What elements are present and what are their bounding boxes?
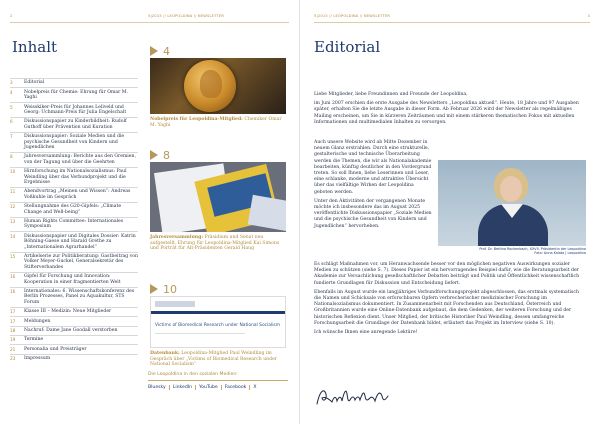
toc-item[interactable] <box>10 202 138 217</box>
caption-lead: Jahresversammlung: <box>150 235 204 240</box>
toc-item[interactable] <box>10 316 138 325</box>
feature-marker <box>150 282 286 296</box>
right-page <box>300 0 600 424</box>
toc-text: Hirnforschung im Nationalsozialismus: Paul Weindling über das Verbundprojekt und die Ergebnisse <box>24 169 127 185</box>
feature-caption <box>150 351 286 368</box>
toc-page: 17 <box>10 318 16 324</box>
toc-text: Diskussionspapier und Digitales Dossier: Katrin Böhning-Gaese und Harald Grethe zu „Internationalem Agrarhandel“ <box>24 233 136 250</box>
toc-item[interactable] <box>10 231 138 251</box>
toc-text: Gipfel für Forschung und Innovation: Kooperation in einer fragmentierten Welt <box>24 274 121 285</box>
toc-text: Nachruf: Dame Jane Goodall verstorben <box>24 327 118 333</box>
toc-page: 15 <box>10 253 16 259</box>
caption-lead: Datenbank: <box>150 351 180 356</box>
social-link-youtube[interactable]: YouTube <box>196 385 222 390</box>
toc-page: 6 <box>10 119 13 125</box>
social-label: Die Leopoldina in den sozialen Medien: <box>148 372 238 377</box>
column-paragraph: Unter den Aktivitäten der vergangenen Monate möchte ich insbesondere das im August 2025 veröffentlichte Diskussionspapier „Soziale Medien und die psychische Gesundheit von Kindern und Jugendlichen“ hervorheben. <box>314 198 432 229</box>
toc-item[interactable] <box>10 132 138 152</box>
website-rule <box>155 333 245 334</box>
feature-datenbank[interactable] <box>150 282 286 368</box>
toc-item[interactable] <box>10 167 138 187</box>
toc-item[interactable] <box>10 344 138 353</box>
page-title: Editorial <box>314 38 381 56</box>
toc-page: 10 <box>10 169 16 175</box>
social-links <box>148 380 288 390</box>
toc-text: Weisskiker-Preis für Johannes Leliveld und Georg: Uchmann-Preis für Julia Engelschalt <box>24 104 127 115</box>
toc-item[interactable] <box>10 217 138 232</box>
toc-item[interactable] <box>10 326 138 335</box>
toc-page: 5 <box>10 104 13 110</box>
website-title: Victims of Biomedical Research under National Socialism <box>155 323 280 328</box>
toc-item[interactable] <box>10 287 138 307</box>
toc-text: Nobelpreis für Chemie: Ehrung für Omar M. Yaghi <box>24 89 128 101</box>
social-link-linkedin[interactable]: LinkedIn <box>170 385 196 390</box>
toc-text: Stellungnahme des G20-Gipfels: „Climate Change and Well-being“ <box>24 204 122 215</box>
toc-text: Jahresversammlung: Berichte aus den Gremien, von der Tagung und über die Geehrten <box>24 154 136 165</box>
toc-page: 21 <box>10 346 16 352</box>
document-shape <box>248 195 286 231</box>
nobel-medal-image <box>150 58 286 114</box>
social-media-box <box>148 372 288 390</box>
caption-lead: Nobelpreis für Leopoldina-Mitglied: <box>150 117 243 122</box>
toc-text: Personalia und Preisträger <box>24 346 87 352</box>
toc-page: 3 <box>10 80 13 86</box>
toc-page: 12 <box>10 204 16 210</box>
body-paragraph: Es schlägt Maßnahmen vor, um Heranwachsende besser vor den möglichen negativen Auswirkungen sozialer Medien zu schützen (siehe S. 7). Dieses Papier ist ein hervorragendes Beispiel dafür, wie die Beratungsarbeit der Akademie zur Versachlichung gesellschaftlicher Debatten beiträgt und Politik und Öffentlichkeit wissenschaftlich fundierte Grundlagen für Diskussion und Entscheidung liefert. <box>314 262 580 286</box>
portrait-photo <box>438 160 586 246</box>
page-number: 2 <box>10 14 13 18</box>
toc-text: Human Rights Committee: Internationales Symposium <box>24 218 124 230</box>
editorial-intro <box>314 92 586 129</box>
toc-item[interactable] <box>10 117 138 132</box>
social-link-bluesky[interactable]: Bluesky <box>148 385 170 390</box>
toc-item[interactable] <box>10 187 138 202</box>
social-link-x[interactable]: X <box>253 385 257 390</box>
toc-page: 8 <box>10 154 13 160</box>
toc-page: 14 <box>10 233 16 239</box>
toc-text: Diskussionspapier zu Kinderbildheit: Rudolf Guthoff über Prävention und Kuration <box>24 119 127 130</box>
portrait-caption <box>470 247 586 255</box>
page-title: Inhalt <box>12 38 58 56</box>
toc-page: 13 <box>10 218 16 224</box>
feature-page-number: 8 <box>163 148 170 162</box>
photo-credit: Foto: Anna Kolata | Leopoldina <box>534 251 586 255</box>
toc-page: 11 <box>10 189 16 195</box>
triangle-icon <box>150 150 158 160</box>
toc-text: Editorial <box>24 80 45 86</box>
feature-jahresversammlung[interactable] <box>150 148 286 252</box>
portrait-caption-text: Prof. Dr. Bettina Rockenbach, XXVII. Präsidentin der Leopoldina <box>479 247 586 251</box>
toc-item[interactable] <box>10 102 138 117</box>
database-website-image <box>150 296 286 348</box>
toc-page: 18 <box>10 327 16 333</box>
body-paragraph: Ebenfalls im August wurde ein langjähriges Verbundforschungsprojekt abgeschlossen, das erstmals systematisch die Namen und Schicksale von erforschbaren Opfern verbrecherischer medizinischer Forschung im Nationalsozialismus dokumentiert. In Zusammenarbeit mit Forschenden aus Deutschland, Österreich und Großbritannien wurde eine Online-Datenbank aufgebaut, die dem Gedenken, der weiteren Forschung und der historischen Reflexion dient. Unser Mitglied, der britische Historiker Paul Weindling, dessen umfangreiche Forschungsarbeit die Grundlage der Datenbank bildet, erläutert das Projekt im Interview (siehe S. 10). <box>314 289 579 326</box>
toc-text: Internationales: 6. Wissenschaftskonferenz des Berlin Prozesses, Panel zu Aquakultur, STS Forum <box>24 288 135 305</box>
toc-text: Abendvortrag „Meinen und Wissen“: Andreas Voßkuhle im Gespräch <box>24 189 131 200</box>
toc-item[interactable] <box>10 152 138 167</box>
toc-page: 4 <box>10 89 13 95</box>
toc-page: 17 <box>10 309 16 315</box>
documents-image <box>150 162 286 232</box>
feature-nobel[interactable] <box>150 44 286 128</box>
salutation: Liebe Mitglieder, liebe Freundinnen und Freunde der Leopoldina, <box>314 92 468 97</box>
toc-page: 23 <box>10 356 16 362</box>
column-paragraph: Auch unsere Website wird ab Mitte Dezember in neuem Glanz erstrahlen. Durch eine strukturelle, gestalterische und technische Überarbeitung werden die Themen, die wir als Nationalakademie bearbeiten, künftig deutlicher in den Vordergrund treten. So soll Ihnen, liebe Leserinnen und Leser, eine schlanke, moderne und attraktive Übersicht über das vielfältige Wirken der Leopoldina geboten werden. <box>314 140 432 195</box>
toc-text: Meldungen <box>24 318 51 324</box>
feature-caption <box>150 117 286 128</box>
toc-item[interactable] <box>10 307 138 316</box>
editorial-column <box>314 140 432 233</box>
toc-text: Klasse III – Medizin: Neue Mitglieder <box>24 309 112 315</box>
medal-portrait <box>200 70 222 98</box>
header-rule <box>10 22 289 23</box>
running-title: 5|2015 // LEOPOLDINA // NEWSLETTER <box>148 14 225 18</box>
triangle-icon <box>150 284 158 294</box>
toc-page: 19 <box>10 337 16 343</box>
social-link-facebook[interactable]: Facebook <box>222 385 251 390</box>
triangle-icon <box>150 46 158 56</box>
table-of-contents <box>10 78 138 363</box>
caption-text: Chemiker Omar M. Yaghi <box>150 117 282 128</box>
running-title: 5|2015 // LEOPOLDINA // NEWSLETTER <box>314 14 391 18</box>
toc-text: Diskussionspapier: Soziale Medien und die psychische Gesundheit von Kindern und Jugendlichen <box>24 134 125 150</box>
toc-item[interactable] <box>10 252 138 272</box>
feature-marker <box>150 44 286 58</box>
portrait-face <box>500 176 522 202</box>
website-logo <box>155 301 195 307</box>
toc-text: Termine <box>24 337 44 343</box>
toc-item[interactable] <box>10 354 138 363</box>
toc-item[interactable] <box>10 272 138 287</box>
caption-text: Leopoldina-Mitglied Paul Weindling im Gespräch über „Victims of Biomedical Research under National Socialism“ <box>150 351 277 368</box>
feature-page-number: 10 <box>163 282 177 296</box>
toc-text: Impressum <box>24 356 51 362</box>
feature-caption <box>150 235 286 252</box>
toc-item[interactable] <box>10 335 138 344</box>
page-number: 3 <box>587 14 590 18</box>
toc-item[interactable] <box>10 87 138 102</box>
closing-line: Ich wünsche Ihnen eine anregende Lektüre! <box>314 330 418 336</box>
feature-marker <box>150 148 286 162</box>
website-navbar <box>151 311 285 314</box>
toc-page: 16 <box>10 274 16 280</box>
signature-icon <box>314 384 404 410</box>
editorial-body <box>314 262 586 339</box>
caption-text: Präsidium und Senat neu aufgestellt, Ehrung für Leopoldina-Mitglied Kai Simons und Porträt für Alt-Präsidenten Gerald Haug <box>150 235 280 252</box>
toc-text: Artikelserie zur Politikberatung: Gastbeitrag von Volker Meyer-Guckel, Generalsekretär des Stifterverbandes <box>24 253 139 270</box>
header-rule <box>314 22 590 23</box>
feature-page-number: 4 <box>163 44 170 58</box>
toc-page: 16 <box>10 288 16 294</box>
toc-item[interactable] <box>10 78 138 87</box>
toc-page: 7 <box>10 134 13 140</box>
intro-paragraph: im Juni 2007 erschien die erste Ausgabe des Newsletters „Leopoldina aktuell“. Heute, 18 Jahre und 97 Ausgaben später, erhalten Sie die letzte Ausgabe in dieser Form. Ab Februar 2026 wird der Newsletter als regelmäßiges Mailing erscheinen, um Sie in kürzeren Zeiträumen und mit einem stärkeren thematischen Fokus mit aktuellen Informationen und multimedialen Inhalten zu versorgen. <box>314 101 579 125</box>
